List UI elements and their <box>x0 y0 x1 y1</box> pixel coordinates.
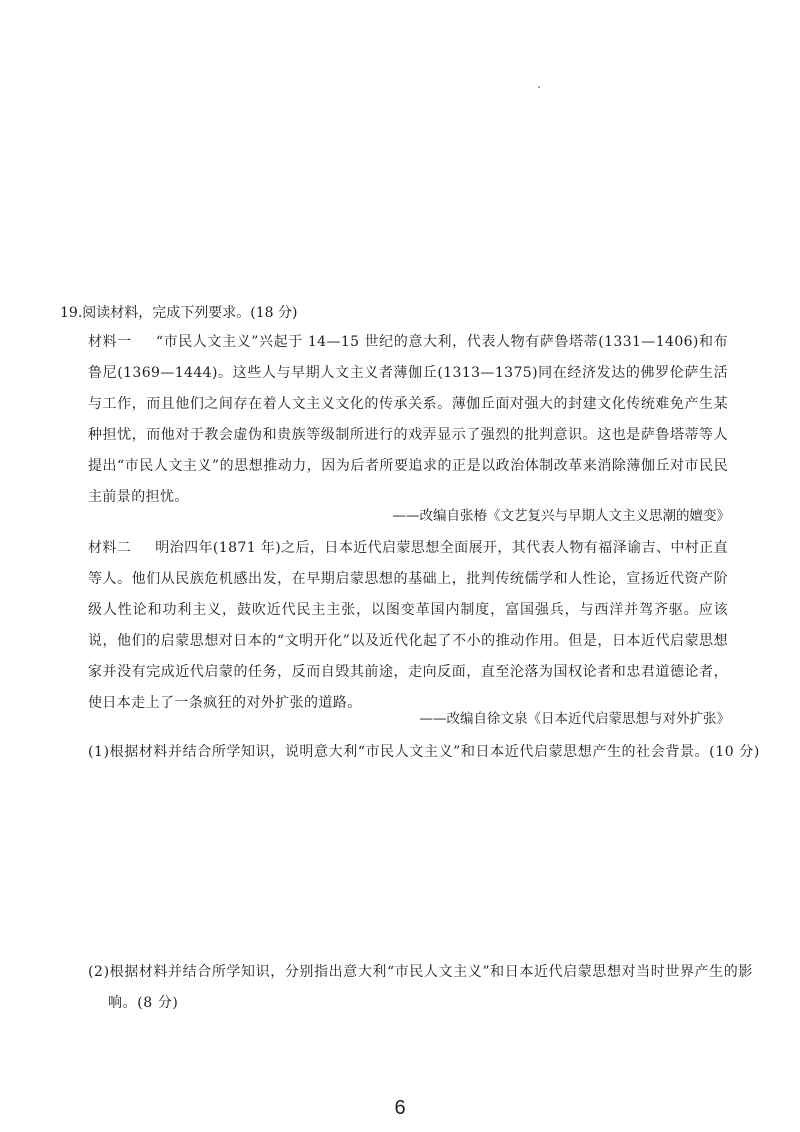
material-two-text: 明治四年(1871 年)之后，日本近代启蒙思想全面展开，其代表人物有福泽谕吉、中村正直等人。他们从民族危机感出发，在早期启蒙思想的基础上，批判传统儒学和人性论，宣扬近代资产阶级人性论和功利主义，鼓吹近代民主主张，以图变革国内制度，富国强兵，与西洋并驾齐驱。应该说，他们的启蒙思想对日本的“文明开化”以及近代化起了不小的推动作用。但是，日本近代启蒙思想家并没有完成近代启蒙的任务，反而自毁其前途，走向反面，直至沦落为国权论者和忠君道德论者，使日本走上了一条疯狂的对外扩张的道路。 <box>88 540 728 711</box>
material-one-source: ——改编自张椿《文艺复兴与早期人文主义思潮的嬗变》 <box>392 508 730 524</box>
material-one-text: “市民人文主义”兴起于 14—15 世纪的意大利，代表人物有萨鲁塔蒂(1331—1406)和布鲁尼(1369—1444)。这些人与早期人文主义者薄伽丘(1313—1375)同在经济发达的佛罗伦萨生活与工作，而且他们之间存在着人文主义文化的传承关系。薄伽丘面对强大的封建文化传统难免产生某种担忧，而他对于教会虚伪和贵族等级制所进行的戏弄显示了强烈的批判意识。这也是萨鲁塔蒂等人提出“市民人文主义”的思想推动力，因为后者所要追求的正是以政治体制改革来消除薄伽丘对市民民主前景的担忧。 <box>88 334 729 505</box>
scan-speck <box>538 86 540 88</box>
page-number: 6 <box>394 1097 406 1119</box>
question-header: 19.阅读材料，完成下列要求。(18 分) <box>60 305 298 321</box>
material-two <box>88 533 728 719</box>
material-two-label: 材料二 <box>88 540 132 556</box>
material-one <box>88 327 728 513</box>
sub-question-1: (1)根据材料并结合所学知识，说明意大利“市民人文主义”和日本近代启蒙思想产生的社会背景。(10 分) <box>88 744 760 760</box>
material-one-label: 材料一 <box>88 334 132 350</box>
sub-question-2: (2)根据材料并结合所学知识，分别指出意大利“市民人文主义”和日本近代启蒙思想对当时世界产生的影响。(8 分) <box>88 964 753 1011</box>
material-two-source: ——改编自徐文泉《日本近代启蒙思想与对外扩张》 <box>419 711 730 727</box>
